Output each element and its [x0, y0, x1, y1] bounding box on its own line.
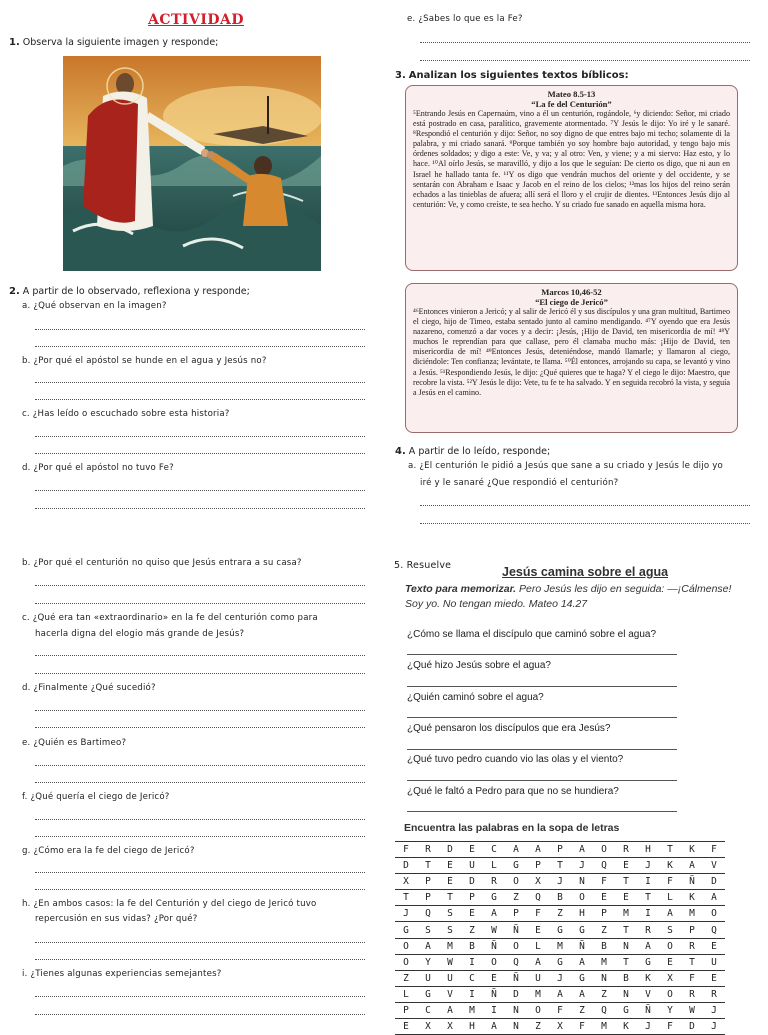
word-search-cell[interactable]: Q	[417, 906, 439, 922]
word-search-cell[interactable]: E	[461, 842, 483, 858]
word-search-cell[interactable]: U	[417, 970, 439, 986]
word-search-cell[interactable]: V	[439, 986, 461, 1002]
word-search-cell[interactable]: K	[615, 1019, 637, 1035]
word-search-cell[interactable]: Ñ	[505, 970, 527, 986]
section-2-header	[9, 286, 250, 297]
word-search-cell[interactable]: D	[461, 874, 483, 890]
word-search-cell[interactable]: M	[527, 986, 549, 1002]
word-search-cell[interactable]: E	[439, 858, 461, 874]
question-c-extraordinario: c. ¿Qué era tan «extraordinario» en la fe del centurión como para	[22, 613, 318, 623]
word-search-cell[interactable]: P	[593, 906, 615, 922]
illustration-svg	[63, 56, 321, 271]
word-search-cell[interactable]: A	[637, 938, 659, 954]
word-search-cell[interactable]: X	[659, 970, 681, 986]
word-search-cell[interactable]: T	[659, 842, 681, 858]
word-search-cell[interactable]: J	[571, 858, 593, 874]
word-search-cell[interactable]: O	[505, 874, 527, 890]
word-search-cell[interactable]: A	[527, 842, 549, 858]
word-search-cell[interactable]: A	[527, 954, 549, 970]
mateo-text-box	[405, 85, 738, 271]
word-search-cell[interactable]: Z	[571, 1002, 593, 1018]
marcos-reference: Marcos 10,46-52	[541, 287, 602, 297]
word-search-cell[interactable]: F	[659, 1019, 681, 1035]
word-search-cell[interactable]: F	[703, 842, 725, 858]
word-search-cell[interactable]: Y	[659, 1002, 681, 1018]
word-search-title: Encuentra las palabras en la sopa de letras	[404, 822, 620, 834]
answer-line[interactable]	[35, 727, 365, 728]
word-search-cell[interactable]: R	[637, 922, 659, 938]
word-search-row	[395, 1002, 725, 1018]
word-search-row	[395, 970, 725, 986]
answer-line[interactable]	[407, 654, 677, 655]
word-search-cell[interactable]: K	[637, 970, 659, 986]
word-search-cell[interactable]: S	[439, 922, 461, 938]
word-search-cell[interactable]: J	[703, 1002, 725, 1018]
word-search-cell[interactable]: T	[615, 954, 637, 970]
question-b: b. ¿Por qué el apóstol se hunde en el agua y Jesús no?	[22, 356, 267, 366]
word-search-cell[interactable]: Q	[703, 922, 725, 938]
section-3-header	[395, 70, 629, 81]
word-search-cell[interactable]: P	[417, 890, 439, 906]
word-search-cell[interactable]: E	[461, 906, 483, 922]
word-search-cell[interactable]: G	[549, 922, 571, 938]
word-search-cell[interactable]: R	[681, 986, 703, 1002]
section-4-text: A partir de lo leído, responde;	[408, 446, 551, 457]
word-search-cell[interactable]: A	[483, 906, 505, 922]
word-search-cell[interactable]: Z	[505, 890, 527, 906]
question-e-fe: e. ¿Sabes lo que es la Fe?	[407, 14, 523, 24]
word-search-row	[395, 842, 725, 858]
word-search-cell[interactable]: U	[439, 970, 461, 986]
marcos-text-box	[405, 283, 738, 433]
answer-line[interactable]	[35, 942, 365, 943]
section-4-header	[395, 446, 550, 457]
word-search-table	[395, 841, 725, 1035]
word-search-cell[interactable]: R	[703, 986, 725, 1002]
word-search-cell[interactable]: K	[659, 858, 681, 874]
word-search-cell[interactable]: R	[483, 874, 505, 890]
s5-question-5: ¿Qué tuvo pedro cuando vio las olas y el viento?	[407, 754, 624, 765]
word-search-row	[395, 938, 725, 954]
word-search-row	[395, 986, 725, 1002]
word-search-cell[interactable]: O	[395, 938, 417, 954]
word-search-cell[interactable]: M	[593, 954, 615, 970]
word-search-grid	[395, 841, 725, 1035]
word-search-cell[interactable]: M	[593, 1019, 615, 1035]
word-search-cell[interactable]: D	[505, 986, 527, 1002]
word-search-cell[interactable]: G	[483, 890, 505, 906]
word-search-cell[interactable]: G	[615, 1002, 637, 1018]
word-search-cell[interactable]: X	[417, 1019, 439, 1035]
word-search-cell[interactable]: Z	[593, 986, 615, 1002]
word-search-cell[interactable]: Q	[593, 858, 615, 874]
answer-line[interactable]	[35, 382, 365, 383]
word-search-cell[interactable]: E	[483, 970, 505, 986]
answer-line[interactable]	[420, 42, 750, 43]
answer-line[interactable]	[407, 811, 677, 812]
word-search-cell[interactable]: X	[395, 874, 417, 890]
word-search-cell[interactable]: I	[483, 1002, 505, 1018]
word-search-cell[interactable]: L	[483, 858, 505, 874]
word-search-cell[interactable]: T	[615, 874, 637, 890]
word-search-cell[interactable]: Ñ	[505, 922, 527, 938]
word-search-cell[interactable]: G	[571, 922, 593, 938]
section-5-label: 5. Resuelve	[394, 560, 452, 571]
word-search-cell[interactable]: T	[439, 890, 461, 906]
mateo-reference: Mateo 8.5-13	[547, 89, 596, 99]
answer-line[interactable]	[35, 436, 365, 437]
answer-line[interactable]	[420, 505, 750, 506]
question-e-bartimeo: e. ¿Quién es Bartimeo?	[22, 738, 127, 748]
section-5-heading: Jesús camina sobre el agua	[502, 565, 669, 579]
word-search-cell[interactable]: I	[461, 986, 483, 1002]
answer-line[interactable]	[407, 780, 677, 781]
answer-line[interactable]	[35, 959, 365, 960]
page-title: ACTIVIDAD	[148, 12, 245, 28]
answer-line[interactable]	[35, 329, 365, 330]
word-search-cell[interactable]: D	[703, 874, 725, 890]
word-search-cell[interactable]: M	[461, 1002, 483, 1018]
answer-line[interactable]	[35, 346, 365, 347]
word-search-cell[interactable]: I	[637, 906, 659, 922]
word-search-cell[interactable]: S	[659, 922, 681, 938]
word-search-cell[interactable]: P	[461, 890, 483, 906]
word-search-cell[interactable]: O	[483, 954, 505, 970]
section-1-text: Observa la siguiente imagen y responde;	[22, 37, 219, 48]
word-search-cell[interactable]: R	[417, 842, 439, 858]
word-search-cell[interactable]: F	[659, 874, 681, 890]
word-search-cell[interactable]: O	[505, 938, 527, 954]
word-search-cell[interactable]: M	[615, 906, 637, 922]
word-search-cell[interactable]: G	[571, 970, 593, 986]
word-search-cell[interactable]: J	[637, 1019, 659, 1035]
word-search-cell[interactable]: B	[461, 938, 483, 954]
word-search-cell[interactable]: C	[461, 970, 483, 986]
answer-line[interactable]	[35, 836, 365, 837]
word-search-cell[interactable]: N	[505, 1002, 527, 1018]
word-search-cell[interactable]: P	[505, 906, 527, 922]
word-search-cell[interactable]: X	[439, 1019, 461, 1035]
word-search-cell[interactable]: D	[681, 1019, 703, 1035]
word-search-row	[395, 954, 725, 970]
word-search-cell[interactable]: F	[681, 970, 703, 986]
word-search-cell[interactable]: J	[549, 970, 571, 986]
word-search-cell[interactable]: G	[549, 954, 571, 970]
section-3-number: 3.	[395, 70, 406, 81]
question-b-centurion: b. ¿Por qué el centurión no quiso que Jesús entrara a su casa?	[22, 558, 302, 568]
word-search-cell[interactable]: A	[659, 906, 681, 922]
answer-line[interactable]	[35, 603, 365, 604]
word-search-cell[interactable]: H	[637, 842, 659, 858]
section-4-question-a: a. ¿El centurión le pidió a Jesús que sane a su criado y Jesús le dijo yo	[408, 461, 723, 471]
word-search-cell[interactable]: B	[615, 970, 637, 986]
answer-line[interactable]	[35, 399, 365, 400]
word-search-cell[interactable]: X	[549, 1019, 571, 1035]
word-search-cell[interactable]: F	[527, 906, 549, 922]
answer-line[interactable]	[420, 60, 750, 61]
word-search-cell[interactable]: Q	[593, 1002, 615, 1018]
question-g-fe-ciego: g. ¿Cómo era la fe del ciego de Jericó?	[22, 846, 195, 856]
s5-question-3: ¿Quién caminó sobre el agua?	[407, 692, 544, 703]
word-search-cell[interactable]: A	[505, 842, 527, 858]
answer-line[interactable]	[35, 872, 365, 873]
word-search-cell[interactable]: U	[703, 954, 725, 970]
word-search-cell[interactable]: E	[439, 874, 461, 890]
answer-line[interactable]	[35, 655, 365, 656]
section-1-number: 1.	[9, 37, 20, 48]
word-search-cell[interactable]: R	[681, 938, 703, 954]
word-search-cell[interactable]: K	[681, 890, 703, 906]
answer-line[interactable]	[35, 1014, 365, 1015]
word-search-cell[interactable]: E	[527, 922, 549, 938]
word-search-cell[interactable]: I	[637, 874, 659, 890]
s5-question-2: ¿Qué hizo Jesús sobre el agua?	[407, 660, 551, 671]
word-search-cell[interactable]: F	[593, 874, 615, 890]
s5-question-4: ¿Qué pensaron los discípulos que era Jesús?	[407, 723, 611, 734]
word-search-cell[interactable]: L	[395, 986, 417, 1002]
mateo-body: ⁵Entrando Jesús en Capernaúm, vino a él un centurión, rogándole, ⁶y diciendo: Señor, mi criado está postrado en casa, paralítico, gravemente atormentado. ⁷Y Jesús le dijo: Yo iré y le sanaré. ⁸Respondió el centurión y dijo: Señor, no soy digno de que entres bajo mi techo; solamente di la palabra, y mi criado sanará. ⁹Porque también yo soy hombre bajo autoridad, y tengo bajo mis órdenes soldados; y digo a este: Ve, y va; y al otro: Ven, y viene; y a mi siervo: Haz esto, y lo hace. ¹⁰Al oírlo Jesús, se maravilló, y dijo a los que le seguían: De cierto os digo, que ni aun en Israel he hallado tanta fe. ¹¹Y os digo que vendrán muchos del oriente y del occidente, y se sentarán con Abraham e Isaac y Jacob en el reino de los cielos; ¹²mas los hijos del reino serán echados a las tinieblas de afuera; allí será el lloro y el crujir de dientes. ¹³Entonces Jesús dijo al centurión: Ve, y como creíste, te sea hecho. Y su criado fue sanado en aquella misma hora.	[413, 109, 730, 209]
word-search-cell[interactable]: A	[681, 858, 703, 874]
answer-line[interactable]	[407, 717, 677, 718]
question-f-ciego: f. ¿Qué quería el ciego de Jericó?	[22, 792, 170, 802]
word-search-cell[interactable]: E	[659, 954, 681, 970]
word-search-cell[interactable]: J	[549, 874, 571, 890]
word-search-cell[interactable]: R	[615, 842, 637, 858]
word-search-cell[interactable]: Q	[527, 890, 549, 906]
word-search-cell[interactable]: T	[549, 858, 571, 874]
section-2-number: 2.	[9, 286, 20, 297]
word-search-row	[395, 874, 725, 890]
question-a: a. ¿Qué observan en la imagen?	[22, 301, 167, 311]
mateo-title: “La fe del Centurión”	[531, 99, 612, 109]
word-search-cell[interactable]: U	[461, 858, 483, 874]
word-search-cell[interactable]: O	[703, 906, 725, 922]
word-search-cell[interactable]: P	[527, 858, 549, 874]
word-search-cell[interactable]: A	[439, 1002, 461, 1018]
word-search-cell[interactable]: T	[681, 954, 703, 970]
section-4-number: 4.	[395, 446, 406, 457]
answer-line[interactable]	[35, 453, 365, 454]
answer-line[interactable]	[35, 889, 365, 890]
s5-question-6: ¿Qué le faltó a Pedro para que no se hundiera?	[407, 786, 619, 797]
word-search-cell[interactable]: O	[395, 954, 417, 970]
word-search-row	[395, 1019, 725, 1035]
question-d-sucedio: d. ¿Finalmente ¿Qué sucedió?	[22, 683, 156, 693]
word-search-cell[interactable]: T	[615, 922, 637, 938]
word-search-cell[interactable]: O	[593, 842, 615, 858]
word-search-cell[interactable]: G	[395, 922, 417, 938]
word-search-cell[interactable]: Z	[527, 1019, 549, 1035]
word-search-cell[interactable]: J	[395, 906, 417, 922]
word-search-row	[395, 906, 725, 922]
word-search-cell[interactable]: P	[417, 874, 439, 890]
word-search-cell[interactable]: A	[483, 1019, 505, 1035]
word-search-cell[interactable]: V	[637, 986, 659, 1002]
marcos-title: “El ciego de Jericó”	[535, 297, 608, 307]
memory-verse-text: Pero Jesús les dijo en seguida: —¡Cálmense! Soy yo. No tengan miedo. Mateo 14.27	[405, 583, 732, 610]
word-search-cell[interactable]: E	[703, 938, 725, 954]
word-search-cell[interactable]: G	[637, 954, 659, 970]
word-search-cell[interactable]: I	[461, 954, 483, 970]
word-search-cell[interactable]: E	[395, 1019, 417, 1035]
question-d: d. ¿Por qué el apóstol no tuvo Fe?	[22, 463, 174, 473]
word-search-cell[interactable]: Z	[395, 970, 417, 986]
word-search-row	[395, 890, 725, 906]
word-search-cell[interactable]: B	[549, 890, 571, 906]
word-search-cell[interactable]: N	[593, 970, 615, 986]
word-search-cell[interactable]: T	[395, 890, 417, 906]
question-h-ambos: h. ¿En ambos casos: la fe del Centurión y del ciego de Jericó tuvo	[22, 899, 317, 909]
answer-line[interactable]	[35, 765, 365, 766]
word-search-row	[395, 858, 725, 874]
word-search-cell[interactable]: O	[527, 1002, 549, 1018]
answer-line[interactable]	[35, 819, 365, 820]
word-search-cell[interactable]: A	[703, 890, 725, 906]
marcos-body: ⁴⁶Entonces vinieron a Jericó; y al salir de Jericó él y sus discípulos y una gran multitud, Bartimeo el ciego, hijo de Timeo, estaba sentado junto al camino mendigando. ⁴⁷Y oyendo que era Jesús nazareno, comenzó a dar voces y a decir: ¡Jesús, ¡Hijo de David, ten misericordia de mí! ⁴⁸Y muchos le reprendían para que callase, pero él clamaba mucho más: ¡Hijo de David, ten misericordia de mí! ⁴⁹Entonces Jesús, deteniéndose, mandó llamarle; y llamaron al ciego, diciéndole: Ten confianza; levántate, te llama. ⁵⁰Él entonces, arrojando su capa, se levantó y vino a Jesús. ⁵¹Respondiendo Jesús, le dijo: ¿Qué quieres que te haga? Y el ciego le dijo: Maestro, que recobre la vista. ⁵²Y Jesús le dijo: Vete, tu fe te ha salvado. Y en seguida recobró la vista, y seguía a Jesús en el camino.	[413, 307, 730, 397]
word-search-cell[interactable]: U	[527, 970, 549, 986]
word-search-cell[interactable]: F	[395, 842, 417, 858]
word-search-row	[395, 922, 725, 938]
word-search-cell[interactable]: B	[593, 938, 615, 954]
answer-line[interactable]	[35, 490, 365, 491]
word-search-cell[interactable]: N	[505, 1019, 527, 1035]
word-search-cell[interactable]: M	[549, 938, 571, 954]
question-i-experiencias: i. ¿Tienes algunas experiencias semejantes?	[22, 969, 222, 979]
section-4-question-a-cont: iré y le sanaré ¿Que respondió el centurión?	[420, 478, 619, 488]
word-search-cell[interactable]: O	[659, 938, 681, 954]
section-2-text: A partir de lo observado, reflexiona y responde;	[22, 286, 250, 297]
word-search-cell[interactable]: A	[571, 986, 593, 1002]
word-search-cell[interactable]: E	[615, 890, 637, 906]
word-search-cell[interactable]: T	[637, 890, 659, 906]
word-search-cell[interactable]: W	[439, 954, 461, 970]
question-h-ambos-cont: repercusión en sus vidas? ¿Por qué?	[35, 914, 198, 924]
answer-line[interactable]	[35, 508, 365, 509]
word-search-cell[interactable]: H	[571, 906, 593, 922]
answer-line[interactable]	[35, 673, 365, 674]
answer-line[interactable]	[35, 585, 365, 586]
word-search-cell[interactable]: Ñ	[637, 1002, 659, 1018]
question-c-extraordinario-cont: hacerla digna del elogio más grande de Jesús?	[35, 629, 245, 639]
word-search-cell[interactable]: N	[615, 938, 637, 954]
word-search-cell[interactable]: A	[571, 842, 593, 858]
word-search-cell[interactable]: Z	[593, 922, 615, 938]
word-search-cell[interactable]: A	[571, 954, 593, 970]
jesus-walking-on-water-image	[63, 56, 321, 271]
word-search-cell[interactable]: J	[703, 1019, 725, 1035]
word-search-cell[interactable]: V	[703, 858, 725, 874]
word-search-cell[interactable]: O	[571, 890, 593, 906]
word-search-cell[interactable]: O	[659, 986, 681, 1002]
word-search-cell[interactable]: Q	[505, 954, 527, 970]
word-search-cell[interactable]: Z	[549, 906, 571, 922]
word-search-cell[interactable]: G	[505, 858, 527, 874]
word-search-cell[interactable]: N	[571, 874, 593, 890]
s5-question-1: ¿Cómo se llama el discípulo que caminó sobre el agua?	[407, 629, 657, 640]
word-search-cell[interactable]: G	[417, 986, 439, 1002]
word-search-cell[interactable]: F	[549, 1002, 571, 1018]
word-search-cell[interactable]: A	[417, 938, 439, 954]
word-search-cell[interactable]: P	[549, 842, 571, 858]
word-search-cell[interactable]: J	[637, 858, 659, 874]
memory-verse-label: Texto para memorizar.	[405, 583, 517, 595]
word-search-cell[interactable]: S	[439, 906, 461, 922]
word-search-cell[interactable]: Ñ	[571, 938, 593, 954]
section-3-text: Analizan los siguientes textos bíblicos:	[408, 70, 629, 81]
word-search-cell[interactable]: L	[659, 890, 681, 906]
word-search-cell[interactable]: N	[615, 986, 637, 1002]
word-search-cell[interactable]: E	[703, 970, 725, 986]
word-search-cell[interactable]: W	[681, 1002, 703, 1018]
word-search-cell[interactable]: Ñ	[483, 986, 505, 1002]
word-search-cell[interactable]: P	[395, 1002, 417, 1018]
word-search-cell[interactable]: Ñ	[681, 874, 703, 890]
word-search-cell[interactable]: M	[439, 938, 461, 954]
word-search-cell[interactable]: T	[417, 858, 439, 874]
word-search-cell[interactable]: L	[527, 938, 549, 954]
word-search-cell[interactable]: W	[483, 922, 505, 938]
word-search-cell[interactable]: Y	[417, 954, 439, 970]
word-search-cell[interactable]: K	[681, 842, 703, 858]
word-search-cell[interactable]: E	[615, 858, 637, 874]
memory-verse	[405, 582, 750, 612]
question-c: c. ¿Has leído o escuchado sobre esta historia?	[22, 409, 230, 419]
word-search-cell[interactable]: X	[527, 874, 549, 890]
answer-line[interactable]	[420, 523, 750, 524]
answer-line[interactable]	[35, 996, 365, 997]
word-search-cell[interactable]: C	[417, 1002, 439, 1018]
word-search-cell[interactable]: M	[681, 906, 703, 922]
word-search-cell[interactable]: P	[681, 922, 703, 938]
word-search-cell[interactable]: Ñ	[483, 938, 505, 954]
answer-line[interactable]	[35, 710, 365, 711]
answer-line[interactable]	[407, 749, 677, 750]
section-1-header	[9, 37, 218, 48]
answer-line[interactable]	[35, 782, 365, 783]
word-search-cell[interactable]: S	[417, 922, 439, 938]
word-search-cell[interactable]: H	[461, 1019, 483, 1035]
word-search-cell[interactable]: E	[593, 890, 615, 906]
word-search-cell[interactable]: A	[549, 986, 571, 1002]
word-search-cell[interactable]: C	[483, 842, 505, 858]
word-search-cell[interactable]: F	[571, 1019, 593, 1035]
answer-line[interactable]	[407, 686, 677, 687]
word-search-cell[interactable]: Z	[461, 922, 483, 938]
word-search-cell[interactable]: D	[395, 858, 417, 874]
word-search-cell[interactable]: D	[439, 842, 461, 858]
